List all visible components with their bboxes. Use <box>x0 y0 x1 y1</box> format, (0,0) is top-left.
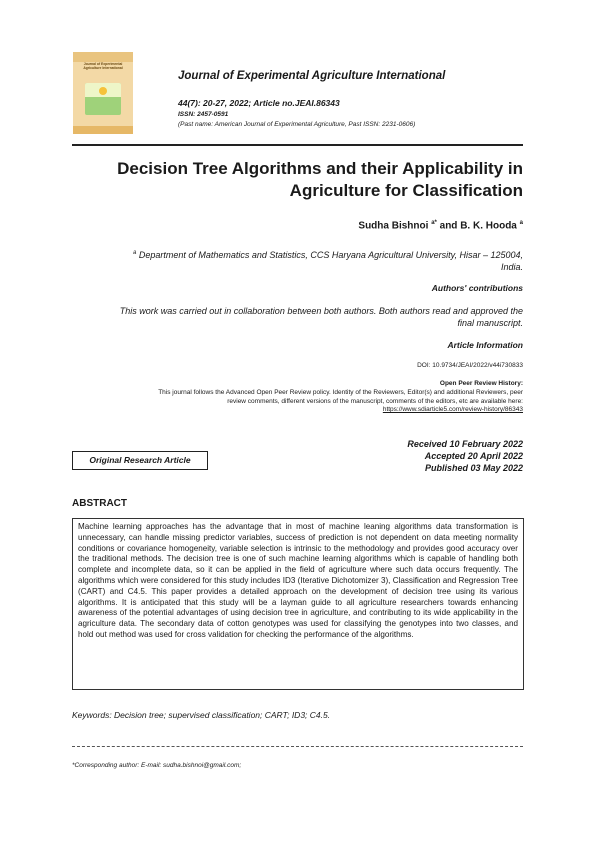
affiliation-line-1: Department of Mathematics and Statistics, CCS Haryana Agricultural University, Hisar – 125004, <box>136 250 523 260</box>
cover-footer-band <box>73 126 133 134</box>
author-join: and <box>439 220 461 232</box>
keywords: Keywords: Decision tree; supervised classification; CART; ID3; C4.5. <box>72 710 331 720</box>
peer-review-policy <box>72 389 523 415</box>
peer-review-line-1: This journal follows the Advanced Open Peer Review policy. Identity of the Reviewers, Editor(s) and additional Reviewers, peer <box>158 389 523 396</box>
author-affiliation-mark: a* <box>431 220 437 226</box>
affiliation-line-2: India. <box>500 262 523 272</box>
contributions-text <box>72 305 523 329</box>
article-type-box: Original Research Article <box>72 451 208 470</box>
journal-name: Journal of Experimental Agriculture International <box>178 70 446 82</box>
corresponding-author-footnote: *Corresponding author: E-mail: sudha.bishnoi@gmail.com; <box>72 762 242 769</box>
accepted-date: Accepted 20 April 2022 <box>424 451 523 461</box>
doi: DOI: 10.9734/JEAI/2022/v44i730833 <box>417 362 523 369</box>
journal-past-name: (Past name: American Journal of Experimental Agriculture, Past ISSN: 2231-0606) <box>178 121 416 128</box>
author-name: Sudha Bishnoi <box>358 220 429 232</box>
cover-band <box>73 52 133 62</box>
title-line-1: Decision Tree Algorithms and their Applicability in <box>117 159 523 178</box>
review-history-link[interactable]: https://www.sdiarticle5.com/review-history/86343 <box>382 406 523 414</box>
journal-cover-thumbnail <box>73 52 133 134</box>
author-name: B. K. Hooda <box>460 220 517 232</box>
affiliation-mark: a <box>132 250 137 256</box>
contributions-heading: Authors' contributions <box>431 283 523 293</box>
contributions-line-1: This work was carried out in collaboration between both authors. Both authors read and approved the <box>119 306 523 316</box>
contributions-line-2: final manuscript. <box>457 318 523 328</box>
peer-review-line-2: review comments, different versions of the manuscript, comments of the editors, etc are available here: <box>227 397 523 405</box>
footnote-separator <box>72 746 523 747</box>
journal-volume: 44(7): 20-27, 2022; Article no.JEAI.86343 <box>178 98 340 108</box>
author-list <box>72 220 523 231</box>
abstract-text: Machine learning approaches has the advantage that in most of machine leaning algorithms data transformation is unnecessary, can handle missing predictor variables, success of prediction is not dependent on data meeting normality conditions or covariance homogeneity, variable selection is intrinsic to the methodology and provides good accuracy over the traditional methods. The decision tree is one of such machine learning algorithms which is capable of handling both complete and incomplete data, so it can be applied in the field of agriculture where such data occurs frequently. The algorithms which were considered for this study includes ID3 (Iterative Dichotomizer 3), Classification and Regression Tree (CART) and C4.5. This paper provides a detailed approach on the development of decision tree using its various algorithms. It is anticipated that this study will be a layman guide to all agriculture researchers towards enhancing awareness of the potential advantages of using decision tree in agriculture, and contributing to its wide applicability in the agriculture data. The secondary data of cotton genotypes was used for classifying the genotypes into two classes, and hold out method was used for cross validation for checking the performance of the algorithms. <box>72 518 524 690</box>
article-information-heading: Article Information <box>447 340 523 350</box>
author-affiliation-mark: a <box>519 220 523 226</box>
published-date: Published 03 May 2022 <box>424 463 523 473</box>
journal-issn: ISSN: 2457-0591 <box>178 111 229 118</box>
header-rule <box>72 144 523 146</box>
cover-artwork <box>85 83 121 115</box>
cover-title: Journal of Experimental Agriculture International <box>83 62 123 70</box>
title-line-2: Agriculture for Classification <box>289 181 523 200</box>
peer-review-heading: Open Peer Review History: <box>439 380 523 387</box>
abstract-heading: ABSTRACT <box>72 498 127 509</box>
article-title <box>72 158 523 202</box>
cover-sun <box>99 87 107 95</box>
affiliation <box>72 247 523 273</box>
received-date: Received 10 February 2022 <box>407 439 523 449</box>
